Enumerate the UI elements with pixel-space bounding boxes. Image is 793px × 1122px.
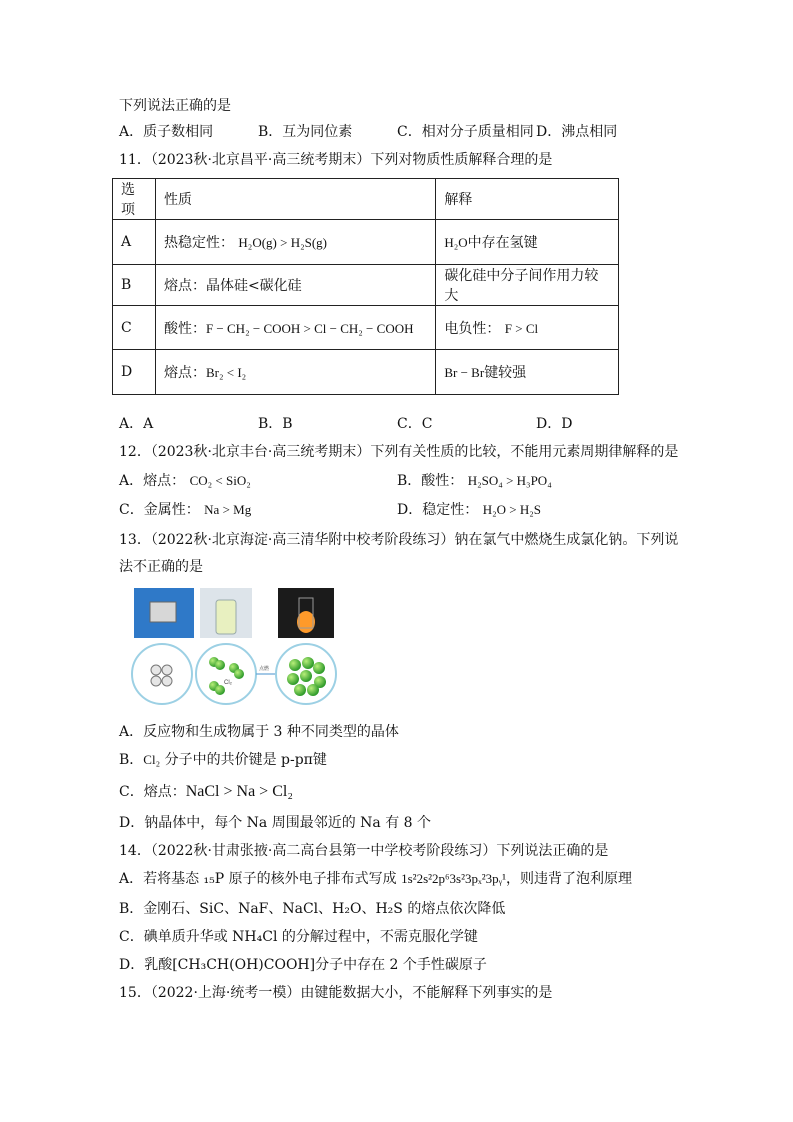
- row-property: 熔点：晶体硅<碳化硅: [155, 265, 435, 306]
- intro-text: 下列说法正确的是: [119, 98, 231, 114]
- q13-stem-line1: 13．（2022秋·北京海淀·高三清华附中校考阶段练习）钠在氯气中燃烧生成氯化钠。下列说: [119, 532, 679, 548]
- chlorine-molecules-circle: [196, 644, 256, 704]
- q11-option-a: A．A: [119, 416, 154, 432]
- row-explanation: H₂O中存在氢键: [436, 220, 619, 265]
- row-property: 热稳定性： H₂O(g) > H₂S(g): [155, 220, 435, 265]
- table-row: [113, 220, 619, 265]
- cl2-label: Cl₂: [224, 680, 232, 686]
- table-row: [113, 265, 619, 306]
- header-property: 性质: [155, 179, 435, 220]
- q13-option-c: C．熔点：NaCl > Na > Cl₂: [119, 783, 293, 800]
- q12-option-c: C．金属性： Na > Mg: [119, 502, 252, 518]
- explanation-formula: F > Cl: [504, 320, 539, 336]
- row-property: 酸性：F − CH₂ − COOH > Cl − CH₂ − COOH: [155, 306, 435, 350]
- explanation-formula: Br − Br: [444, 365, 485, 380]
- row-option: C: [113, 306, 156, 350]
- q14-option-b: B．金刚石、SiC、NaF、NaCl、H₂O、H₂S 的熔点依次降低: [119, 901, 506, 917]
- q11-table: [112, 178, 619, 395]
- q14-option-d: D．乳酸[CH₃CH(OH)COOH]分子中存在 2 个手性碳原子: [119, 957, 487, 973]
- q11-stem: 11．（2023秋·北京昌平·高三统考期末）下列对物质性质解释合理的是: [119, 152, 553, 168]
- sodium-chlorine-figure: [130, 586, 340, 714]
- q15-stem: 15．（2022·上海·统考一模）由键能数据大小，不能解释下列事实的是: [119, 985, 553, 1001]
- q12-option-d: D．稳定性： H₂O > H₂S: [397, 502, 541, 518]
- q14-option-c: C．碘单质升华或 NH₄Cl 的分解过程中，不需克服化学键: [119, 929, 478, 945]
- q11-option-d: D．D: [536, 416, 573, 432]
- table-header-row: [113, 179, 619, 220]
- q13-option-d: D．钠晶体中，每个 Na 周围最邻近的 Na 有 8 个: [119, 815, 432, 831]
- sodium-lattice-circle: [132, 644, 192, 704]
- header-explanation: 解释: [436, 179, 619, 220]
- q12-option-a: A．熔点： CO₂ < SiO₂: [119, 473, 251, 489]
- row-explanation: 电负性： F > Cl: [436, 306, 619, 350]
- header-option: 选项: [113, 179, 156, 220]
- q12-stem: 12．（2023秋·北京丰台·高三统考期末）下列有关性质的比较，不能用元素周期律解释的是: [119, 444, 679, 460]
- q10-option-a: A．质子数相同: [119, 124, 214, 140]
- property-formula: F − CH₂ − COOH > Cl − CH₂ − COOH: [205, 320, 414, 336]
- table-row: [113, 350, 619, 395]
- q14-option-a: A．若将基态 ₁₅P 原子的核外电子排布式写成 1s²2s²2p⁶3s²3pₓ²3pᵧ¹，则违背了泡利原理: [119, 871, 633, 887]
- q14-stem: 14．（2022秋·甘肃张掖·高二高台县第一中学校考阶段练习）下列说法正确的是: [119, 843, 609, 859]
- row-property: 熔点：Br₂ < I₂: [155, 350, 435, 395]
- q11-option-b: B．B: [258, 416, 293, 432]
- q10-option-d: D．沸点相同: [536, 124, 618, 140]
- row-explanation: 碳化硅中分子间作用力较大: [436, 265, 619, 306]
- row-explanation: Br − Br键较强: [436, 350, 619, 395]
- row-option: D: [113, 350, 156, 395]
- property-formula: H₂O(g) > H₂S(g): [238, 235, 328, 250]
- q11-option-c: C．C: [397, 416, 433, 432]
- q10-option-b: B．互为同位素: [258, 124, 353, 140]
- ignition-label: 点燃: [259, 666, 270, 672]
- q13-stem-line2: 法不正确的是: [119, 559, 203, 575]
- table-row: [113, 306, 619, 350]
- q13-option-a: A．反应物和生成物属于 3 种不同类型的晶体: [119, 724, 399, 740]
- q12-option-b: B．酸性： H₂SO₄ > H₃PO₄: [397, 473, 552, 489]
- row-option: B: [113, 265, 156, 306]
- row-option: A: [113, 220, 156, 265]
- property-formula: Br₂ < I₂: [205, 365, 247, 380]
- explanation-formula: H₂O: [444, 235, 468, 250]
- q13-option-b: B．Cl₂ 分子中的共价键是 p-pπ键: [119, 752, 327, 768]
- q10-option-c: C．相对分子质量相同: [397, 124, 534, 140]
